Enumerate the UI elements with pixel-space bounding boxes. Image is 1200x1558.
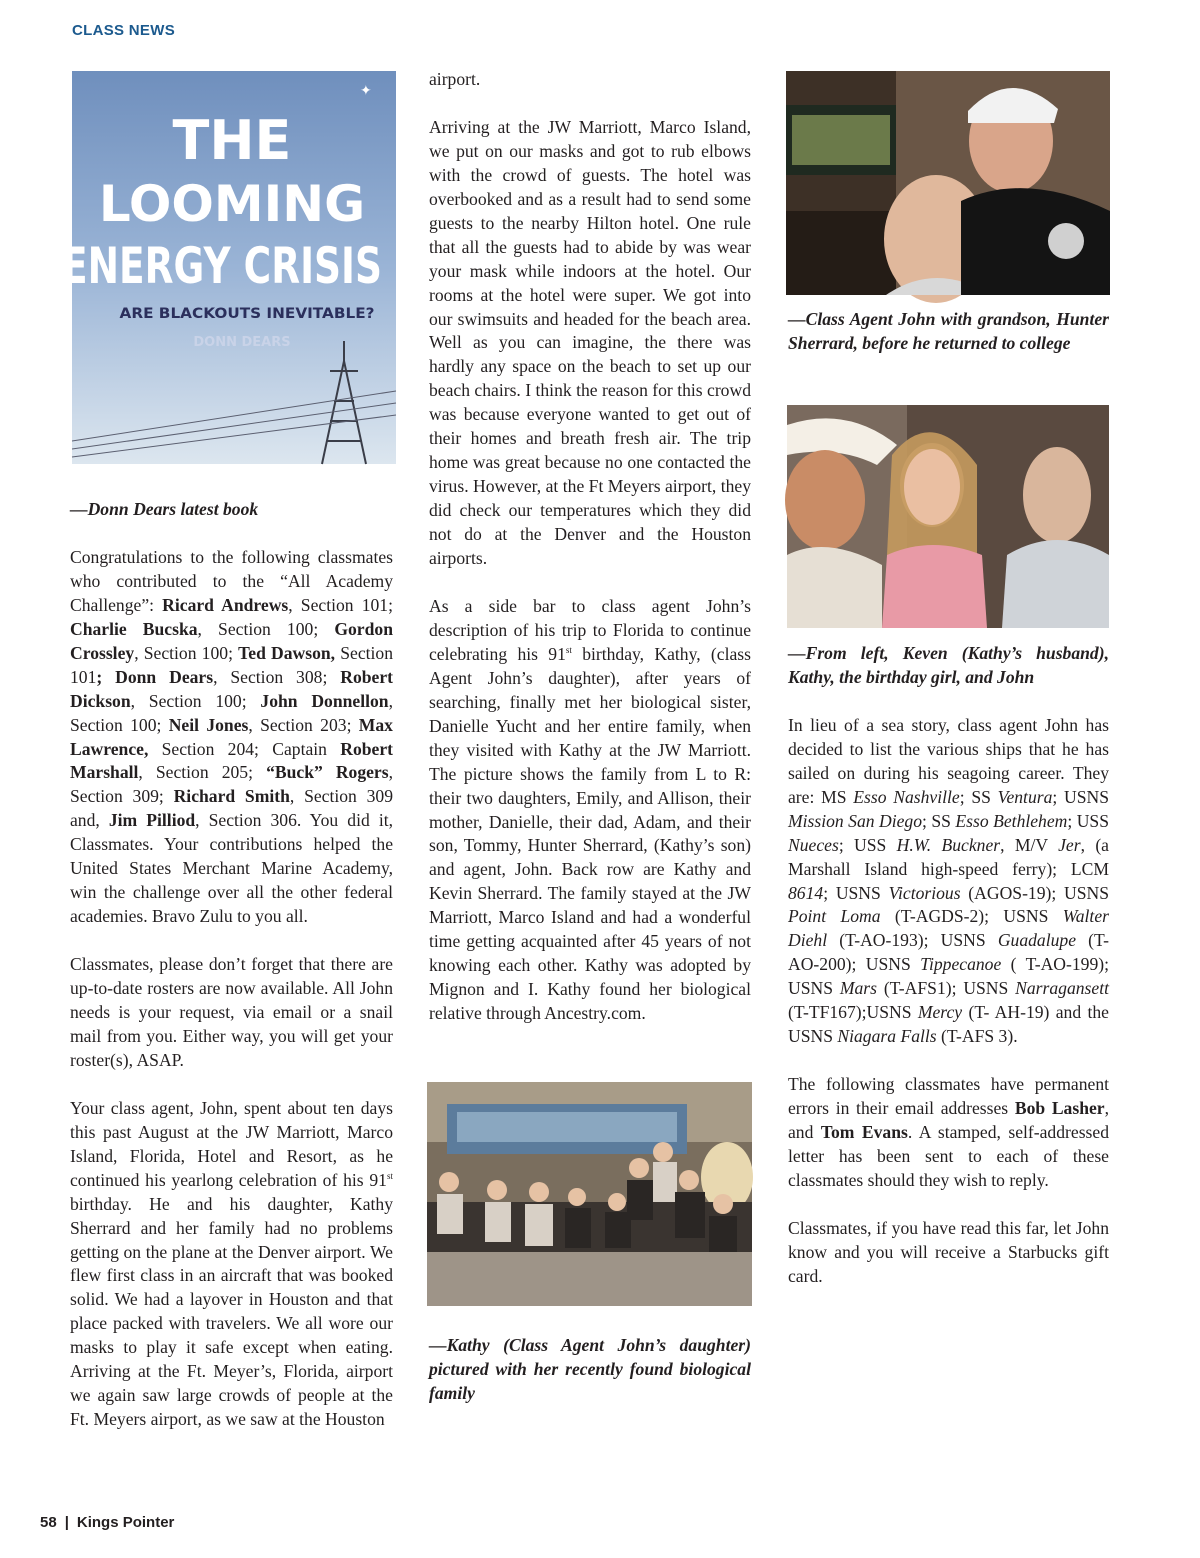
caption-family-block [429, 1334, 751, 1406]
cover-title-line3: ENERGY CRISIS [62, 237, 382, 295]
book-cover-image [62, 71, 396, 464]
caption-book: —Donn Dears latest book [70, 499, 259, 519]
family-photo [427, 1082, 752, 1306]
column-1 [70, 498, 393, 1432]
column-3 [788, 642, 1109, 1289]
birthday-photo [787, 405, 1109, 628]
paragraph-sidebar: As a side bar to class agent John’s description of his trip to Florida to continue celebrating his 91st birthday, Kathy, (class Agent John’s daughter), after years of searching, finally met her biological sister, Danielle Yucht and her entire family, when they visited with Kathy at the JW Marriott. The picture shows the family from L to R: their two daughters, Emily, and Allison, their mother, Danielle, their dad, Adam, and their son, Tommy, Hunter Sherrard, (Kathy’s son) and agent, John. Back row are Kathy and Kevin Sherrard. The family stayed at the JW Marriott, Marco Island and had a wonderful time getting acquainted after 45 years of not knowing each other. Kathy was adopted by Mignon and I. Kathy found her biological relative through Ancestry.com. [429, 595, 751, 1024]
caption-grandson-block [788, 308, 1109, 356]
page-footer [40, 1514, 174, 1531]
cover-title-line1: THE [172, 109, 292, 172]
paragraph-airport: airport. [429, 69, 481, 89]
column-2 [429, 68, 751, 1026]
paragraph-trip: Your class agent, John, spent about ten days this past August at the JW Marriott, Marco Island, Florida, Hotel and Resort, as he continued his yearlong celebration of his 91st birthday. He and his daughter, Kathy Sherrard and her family had no problems getting on the plane at the Denver airport. We flew first class in an aircraft that was booked solid. We had a layover in Houston and that place packed with travelers. We all wore our masks to play it safe except when eating. Arriving at the Ft. Meyer’s, Florida, airport we again saw large crowds of people at the Ft. Meyers airport, as we saw at the Houston [70, 1097, 393, 1430]
grandson-photo [786, 71, 1110, 295]
caption-family: —Kathy (Class Agent John’s daughter) pictured with her recently found biological family [429, 1335, 751, 1403]
paragraph-rosters: Classmates, please don’t forget that there are up-to-date rosters are now available. All John needs is your request, via email or a snail mail from you. Either way, you will get your roster(s), ASAP. [70, 954, 393, 1070]
section-heading: CLASS NEWS [72, 22, 176, 39]
magazine-name: Kings Pointer [76, 1514, 175, 1531]
paragraph-email-errors: The following classmates have permanent errors in their email addresses Bob Lasher, and Tom Evans. A stamped, self-addressed letter has been sent to each of these classmates should they wish to reply. [788, 1074, 1110, 1190]
svg-text:✦: ✦ [360, 84, 372, 99]
footer-separator: | [64, 1514, 69, 1531]
cover-author: DONN DEARS [193, 335, 291, 350]
paragraph-congratulations: Congratulations to the following classmates who contributed to the “All Academy Challenge”: Ricard Andrews, Section 101; Charlie Bucska, Section 100; Gordon Crossley, Section 100; Ted Dawson, Section 101; Donn Dears, Section 308; Robert Dickson, Section 100; John Donnellon, Section 100; Neil Jones, Section 203; Max Lawrence, Section 204; Captain Robert Marshall, Section 205; “Buck” Rogers, Section 309; Richard Smith, Section 309 and, Jim Pilliod, Section 306. You did it, Classmates. Your contributions helped the United States Merchant Marine Academy, win the challenge over all the other federal academies. Bravo Zulu to you all. [70, 546, 394, 927]
page-number: 58 [40, 1514, 57, 1531]
paragraph-starbucks: Classmates, if you have read this far, let John know and you will receive a Starbucks gift card. [788, 1217, 1109, 1286]
cover-subtitle: ARE BLACKOUTS INEVITABLE? [119, 306, 375, 322]
cover-title-line2: LOOMING [98, 175, 366, 233]
caption-grandson: —Class Agent John with grandson, Hunter Sherrard, before he returned to college [788, 309, 1109, 353]
paragraph-marriott: Arriving at the JW Marriott, Marco Island, we put on our masks and got to rub elbows with the crowd of guests. The hotel was overbooked and as a result had to send some guests to the nearby Hilton hotel. One rule that all the guests had to abide by was wear your mask while indoors at the hotel. Our rooms at the hotel were super. We got into our swimsuits and headed for the beach area. Well as you can imagine, the there was hardly any space on the beach to set up our beach chairs. I think the reason for this crowd was because everyone wanted to get out of their homes and breath fresh air. The trip home was great because no one contacted the virus. However, at the Ft Meyers airport, they did check our temperatures which they did not do at the Denver and the Houston airports. [429, 116, 751, 569]
caption-birthday: —From left, Keven (Kathy’s husband), Kathy, the birthday girl, and John [788, 643, 1109, 687]
paragraph-ships: In lieu of a sea story, class agent John has decided to list the various ships that he has sailed on during his seagoing career. They are: MS Esso Nashville; SS Ventura; USNS Mission San Diego; SS Esso Bethlehem; USS Nueces; USS H.W. Buckner, M/V Jer, (a Marshall Island high-speed ferry); LCM 8614; USNS Victorious (AGOS-19); USNS Point Loma (T-AGDS-2); USNS Walter Diehl (T-AO-193); USNS Guadalupe (T-AO-200); USNS Tippecanoe ( T-AO-199); USNS Mars (T-AFS1); USNS Narragansett (T-TF167);USNS Mercy (T- AH-19) and the USNS Niagara Falls (T-AFS 3). [788, 714, 1110, 1047]
